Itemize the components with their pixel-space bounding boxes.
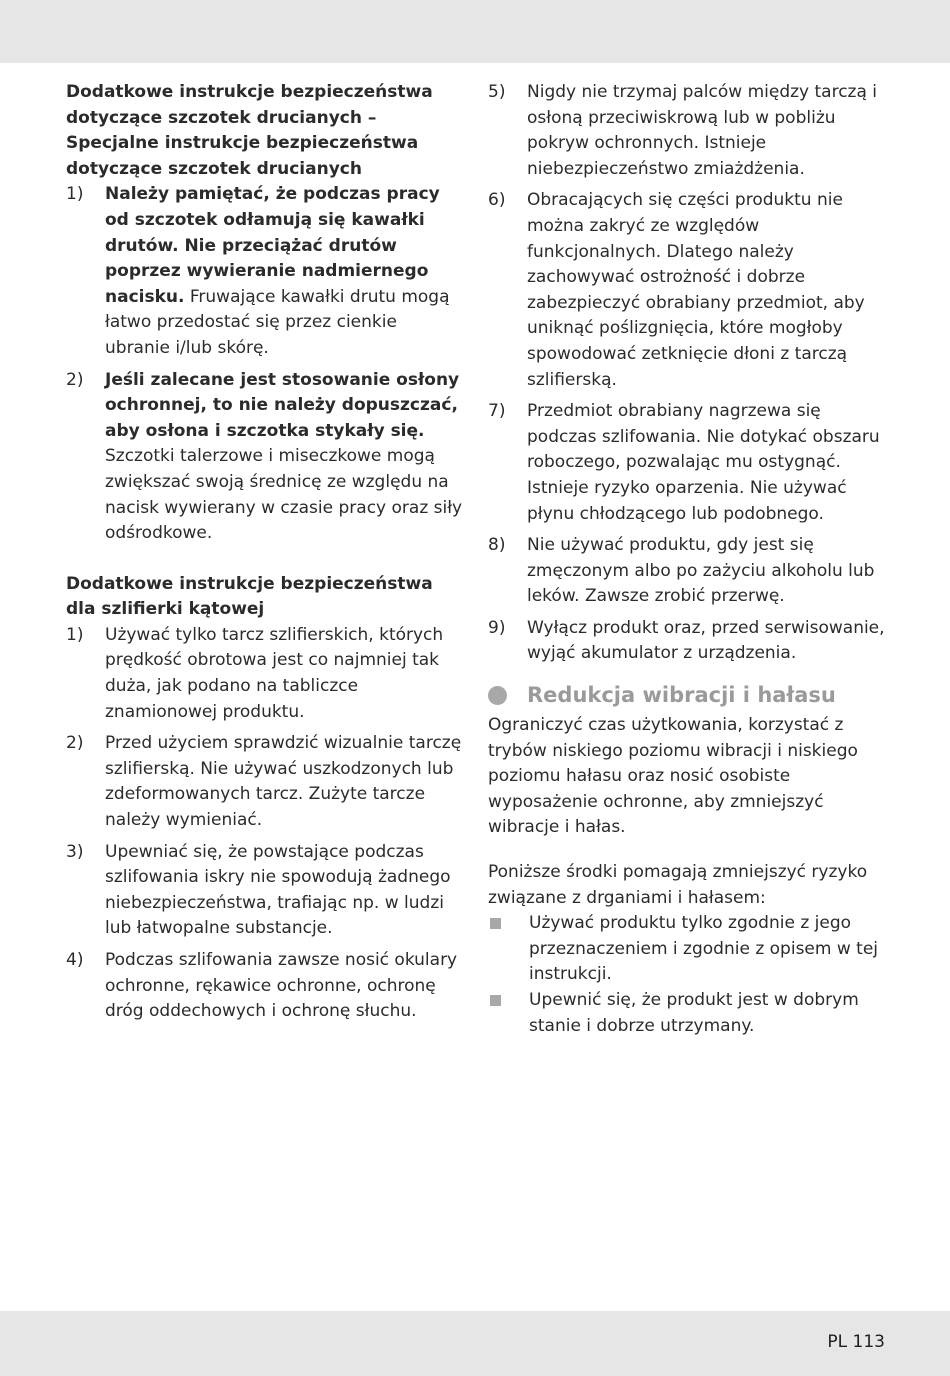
item-number: 2) bbox=[66, 733, 84, 754]
square-bullet-icon bbox=[490, 918, 501, 929]
item-text: Podczas szlifowania zawsze nosić okulary ochronne, rękawice ochronne, ochronę dróg oddechowych i ochronę słuchu. bbox=[105, 950, 458, 1022]
list-item bbox=[66, 731, 466, 833]
section-heading-angle-grinder: Dodatkowe instrukcje bezpieczeństwa dla szlifierki kątowej bbox=[66, 573, 433, 620]
circle-bullet-icon bbox=[488, 686, 507, 705]
item-number: 3) bbox=[66, 841, 84, 862]
page-number: PL 113 bbox=[827, 1332, 885, 1352]
item-text: Nigdy nie trzymaj palców między tarczą i osłoną przeciwiskrową lub w pobliżu pokryw ochronnych. Istnieje niebezpieczeństwo zmiażdżenia. bbox=[527, 82, 878, 179]
item-text: Upewniać się, że powstające podczas szlifowania iskry nie spowodują żadnego niebezpieczeństwa, trafiając np. w ludzi lub łatwopalne substancje. bbox=[105, 841, 451, 939]
item-bold-text: Jeśli zalecane jest stosowanie osłony ochronnej, to nie należy dopuszczać, aby osłona i szczotka stykały się. bbox=[105, 369, 460, 441]
bullet-text: Używać produktu tylko zgodnie z jego przeznaczeniem i zgodnie z opisem w tej instrukcji. bbox=[529, 913, 878, 985]
bullet-list bbox=[488, 911, 888, 1039]
list-item bbox=[488, 399, 888, 527]
square-bullet-icon bbox=[490, 995, 501, 1006]
list-item bbox=[66, 948, 466, 1025]
item-text: Przed użyciem sprawdzić wizualnie tarczę szlifierską. Nie używać uszkodzonych lub zdeformowanych tarcz. Zużyte tarcze należy wymieniać. bbox=[105, 733, 462, 831]
item-number: 1) bbox=[66, 184, 84, 205]
item-text: Fruwające kawałki drutu mogą łatwo przedostać się przez cienkie ubranie i/lub skórę. bbox=[105, 286, 450, 358]
section-heading-wire-brushes: Dodatkowe instrukcje bezpieczeństwa dotyczące szczotek drucianych – Specjalne instrukcje bezpieczeństwa dotyczące szczotek drucianych bbox=[66, 82, 433, 179]
bullet-item bbox=[488, 988, 888, 1039]
bottom-band bbox=[0, 1311, 950, 1376]
top-band bbox=[0, 0, 950, 63]
item-text: Przedmiot obrabiany nagrzewa się podczas szlifowania. Nie dotykać obszaru roboczego, pozwalając mu ostygnąć. Istnieje ryzyko oparzenia. Nie używać płynu chłodzącego lub podobnego. bbox=[527, 401, 880, 524]
item-number: 6) bbox=[488, 190, 506, 211]
item-text: Obracających się części produktu nie można zakryć ze względów funkcjonalnych. Dlatego należy zachowywać ostrożność i dobrze zabezpieczyć obrabiany przedmiot, aby uniknąć poślizgnięcia, które mogłoby spowodować zetknięcie dłoni z tarczą szlifierską. bbox=[527, 190, 865, 390]
item-bold-text: Należy pamiętać, że podczas pracy od szczotek odłamują się kawałki drutów. Nie przeciążać drutów poprzez wywieranie nadmiernego nacisku. bbox=[105, 184, 440, 307]
left-column bbox=[66, 80, 466, 1031]
item-number: 4) bbox=[66, 950, 84, 970]
wire-brush-list bbox=[66, 182, 466, 546]
list-item bbox=[488, 80, 888, 182]
list-item bbox=[488, 616, 888, 667]
angle-grinder-list bbox=[66, 623, 466, 1025]
item-number: 2) bbox=[66, 369, 84, 390]
item-number: 9) bbox=[488, 617, 506, 638]
item-text: Szczotki talerzowe i miseczkowe mogą zwiększać swoją średnicę ze względu na nacisk wywierany w czasie pracy oraz siły odśrodkowe. bbox=[105, 446, 463, 544]
item-number: 1) bbox=[66, 624, 84, 645]
list-item bbox=[66, 182, 466, 361]
item-text: Wyłącz produkt oraz, przed serwisowanie, wyjąć akumulator z urządzenia. bbox=[527, 617, 885, 664]
bullet-text: Upewnić się, że produkt jest w dobrym stanie i dobrze utrzymany. bbox=[529, 990, 859, 1036]
item-number: 8) bbox=[488, 535, 506, 556]
paragraph: Poniższe środki pomagają zmniejszyć ryzyko związane z drganiami i hałasem: bbox=[488, 862, 868, 908]
list-item bbox=[66, 623, 466, 725]
bullet-item bbox=[488, 911, 888, 988]
item-text: Nie używać produktu, gdy jest się zmęczonym albo po zażyciu alkoholu lub leków. Zawsze zrobić przerwę. bbox=[527, 535, 875, 607]
right-column bbox=[488, 80, 888, 1039]
section-title-vibration bbox=[488, 681, 888, 709]
item-number: 5) bbox=[488, 82, 506, 102]
item-number: 7) bbox=[488, 401, 506, 422]
angle-grinder-list-continued bbox=[488, 80, 888, 667]
list-item bbox=[488, 188, 888, 393]
list-item bbox=[66, 368, 466, 547]
item-text: Używać tylko tarcz szlifierskich, których prędkość obrotowa jest co najmniej tak duża, jak podano na tabliczce znamionowej produktu. bbox=[105, 624, 444, 722]
paragraph: Ograniczyć czas użytkowania, korzystać z trybów niskiego poziomu wibracji i niskiego poziomu hałasu oraz nosić osobiste wyposażenie ochronne, aby zmniejszyć wibracje i hałas. bbox=[488, 715, 858, 838]
section-title-text: Redukcja wibracji i hałasu bbox=[527, 683, 836, 708]
list-item bbox=[488, 533, 888, 610]
list-item bbox=[66, 840, 466, 942]
